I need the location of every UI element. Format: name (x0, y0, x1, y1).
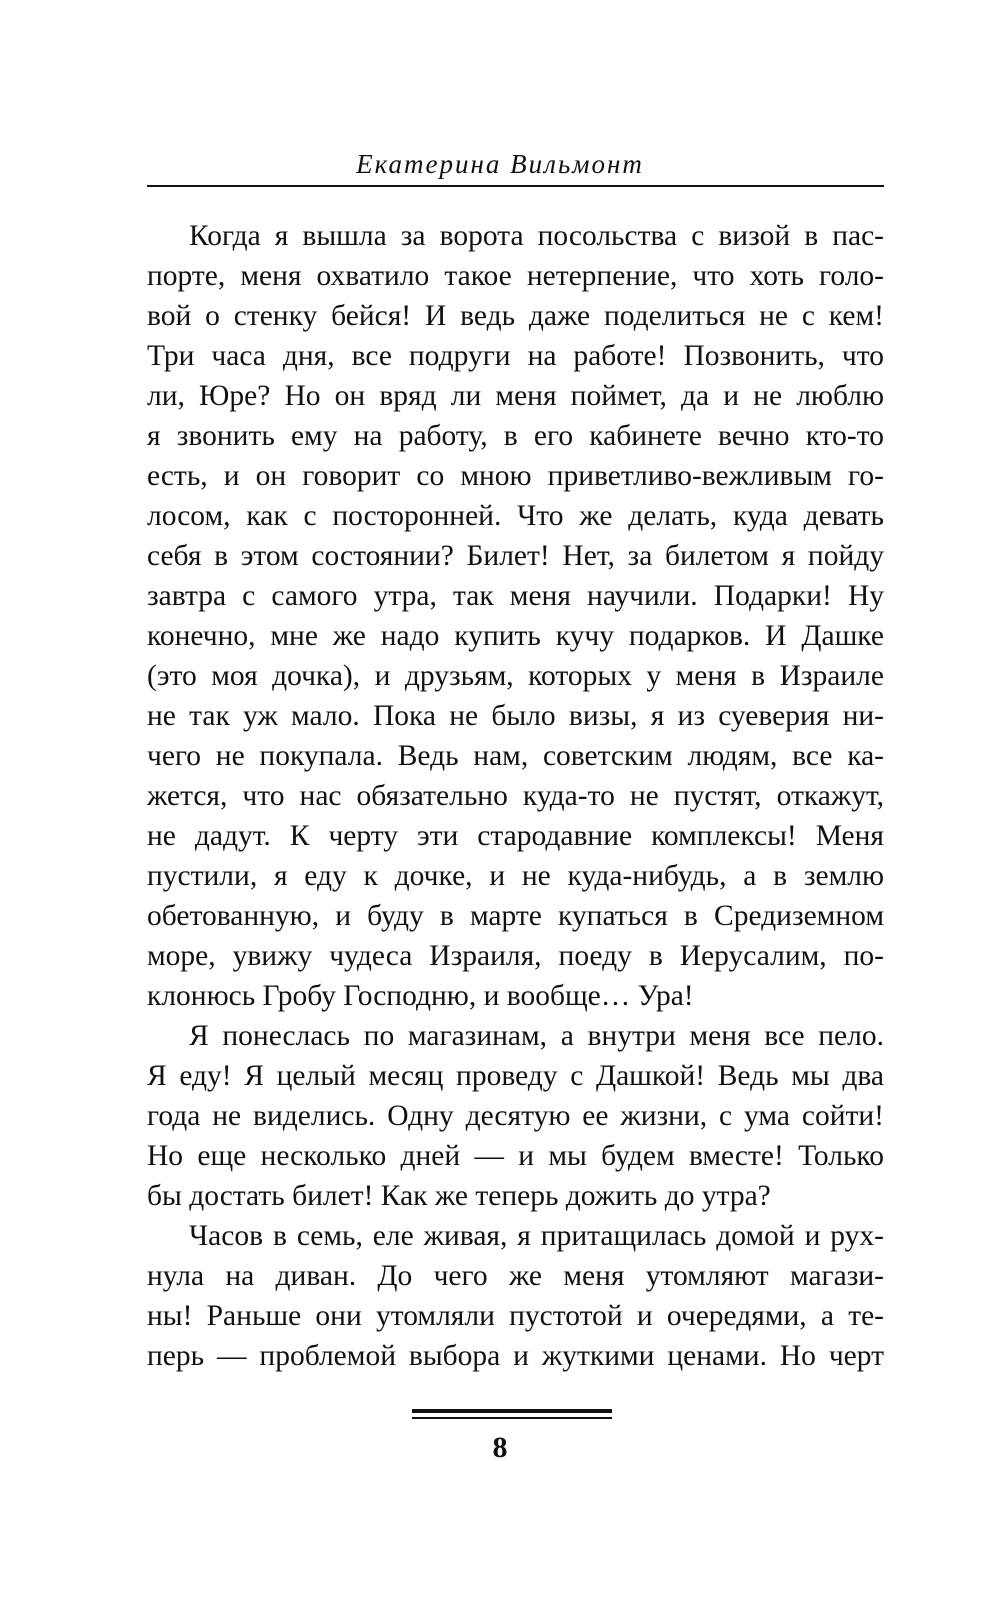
text-line: нула на диван. До чего же меня утомляют магази- (147, 1260, 884, 1292)
text-line: себя в этом состоянии? Билет! Нет, за билетом я пойду (147, 540, 884, 572)
running-head-author: Екатерина Вильмонт (356, 149, 644, 179)
text-line: Когда я вышла за ворота посольства с визой в пас- (189, 220, 884, 252)
text-line: лосом, как с посторонней. Что же делать, куда девать (147, 500, 884, 532)
text-line: чего не покупала. Ведь нам, советским людям, все ка- (147, 740, 884, 772)
text-line: не дадут. К черту эти стародавние комплексы! Меня (147, 820, 884, 852)
text-line: клонюсь Гробу Господню, и вообще… Ура! (147, 980, 694, 1012)
text-line: завтра с самого утра, так меня научили. Подарки! Ну (147, 580, 884, 612)
text-line: Я еду! Я целый месяц проведу с Дашкой! Ведь мы два (147, 1060, 884, 1092)
page-number: 8 (492, 1431, 508, 1464)
text-line: ли, Юре? Но он вряд ли меня поймет, да и не люблю (147, 380, 884, 412)
text-line: перь — проблемой выбора и жуткими ценами. Но черт (147, 1340, 884, 1372)
text-line: не так уж мало. Пока не было визы, я из суеверия ни- (147, 700, 884, 732)
text-line: бы достать билет! Как же теперь дожить до утра? (147, 1180, 771, 1212)
text-line: обетованную, и буду в марте купаться в Средиземном (147, 900, 884, 932)
paragraph-3 (147, 1216, 884, 1376)
footer-rule-thin (412, 1417, 612, 1419)
text-line: жется, что нас обязательно куда-то не пустят, откажут, (147, 780, 884, 812)
text-line: пустили, я еду к дочке, и не куда-нибудь, а в землю (147, 860, 884, 892)
paragraph-1 (147, 216, 884, 1016)
text-line: я звонить ему на работу, в его кабинете вечно кто-то (147, 420, 884, 452)
text-line: порте, меня охватило такое нетерпение, что хоть голо- (147, 260, 884, 292)
body-text (147, 216, 884, 1376)
text-line: Я понеслась по магазинам, а внутри меня все пело. (189, 1020, 884, 1052)
text-line: вой о стенку бейся! И ведь даже поделиться не с кем! (147, 300, 884, 332)
text-line: Часов в семь, еле живая, я притащилась домой и рух- (189, 1220, 884, 1252)
text-line: года не виделись. Одну десятую ее жизни, с ума сойти! (147, 1100, 884, 1132)
paragraph-2 (147, 1016, 884, 1216)
text-line: Но еще несколько дней — и мы будем вместе! Только (147, 1140, 884, 1172)
footer-rule-thick (412, 1409, 612, 1413)
text-line: Три часа дня, все подруги на работе! Позвонить, что (147, 340, 884, 372)
text-line: (это моя дочка), и друзьям, которых у меня в Израиле (147, 660, 884, 692)
text-line: море, увижу чудеса Израиля, поеду в Иерусалим, по- (147, 940, 884, 972)
text-line: конечно, мне же надо купить кучу подарков. И Дашке (147, 620, 884, 652)
text-line: ны! Раньше они утомляли пустотой и очередями, а те- (147, 1300, 884, 1332)
header-rule (147, 185, 884, 187)
text-line: есть, и он говорит со мною приветливо-вежливым го- (147, 460, 884, 492)
